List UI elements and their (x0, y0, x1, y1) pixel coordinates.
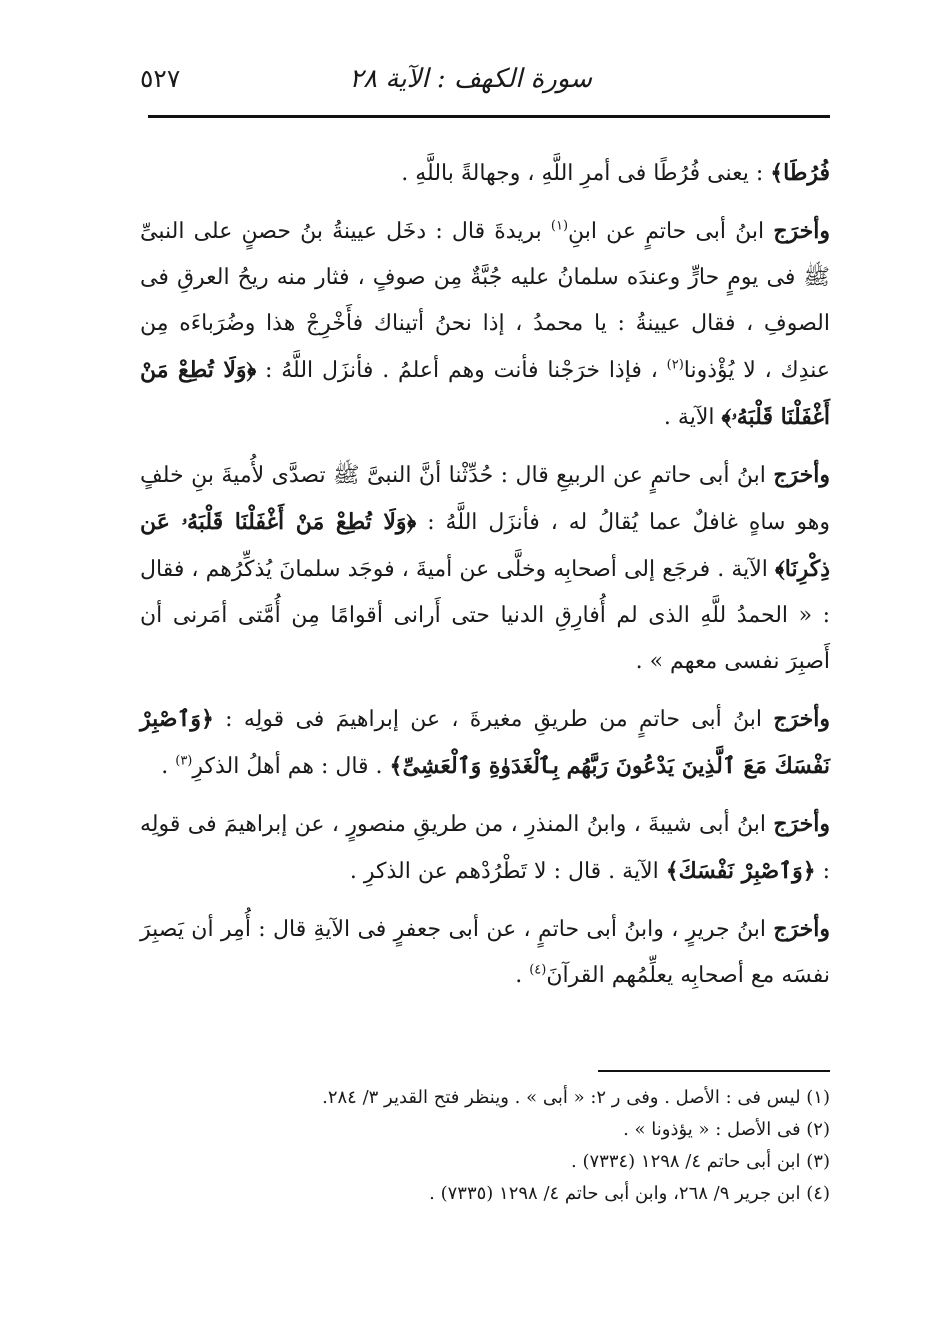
paragraph-text: : يعنى فُرُطًا فى أمرِ اللَّهِ ، وجهالةً باللَّهِ . (401, 161, 771, 186)
paragraph-text: الآية . فرجَع إلى أصحابِه وخلَّى عن أميةَ ، فوجَد سلمانَ يُذكِّرُهم ، فقال : « الحمدُ للَّهِ الذى لم أُفارِقِ الدنيا حتى أَرانى أقوامًا مِن أُمَّتى أمَرنى أن أَصبِرَ نفسى معهم » . (140, 557, 830, 674)
running-head (140, 58, 830, 110)
narration-lead: وأخرَج (773, 462, 830, 488)
running-title: سورة الكهف : الآية ٢٨ (349, 64, 592, 94)
paragraph-text: الآية . قال : لا تَطْرُدْهم عن الذكرِ . (349, 859, 666, 884)
paragraph-text: ابنُ جريرٍ ، وابنُ أبى حاتمٍ ، عن أبى جعفرٍ فى الآيةِ قال : أُمِر أن يَصبِرَ نفسَه مع أصحابِه يعلِّمُهم القرآنَ (140, 917, 830, 988)
footnote-reference: (٣) (175, 753, 193, 769)
paragraph (140, 906, 830, 999)
paragraph-text: . قال : هم أهلُ الذكرِ (192, 754, 390, 779)
narration-lead: وأخرَج (773, 218, 830, 244)
narration-lead: وأخرَج (773, 811, 830, 837)
footnote-3: (٣) ابن أبى حاتم ٤/ ١٢٩٨ (٧٣٣٤) . (571, 1151, 830, 1172)
footnote-2: (٢) فى الأصل : « يؤذونا » . (623, 1119, 830, 1140)
paragraph (140, 208, 830, 441)
body-text (140, 150, 830, 1010)
header-rule (148, 115, 830, 118)
book-page (140, 58, 830, 1204)
paragraph (140, 150, 830, 197)
paragraph-text: الآية . (663, 405, 722, 430)
paragraph (140, 452, 830, 685)
paragraph (140, 696, 830, 790)
footnote-reference: (٤) (529, 962, 547, 978)
quran-quote: ﴿وَلَا تُطِعْ مَنْ أَغْفَلْنَا قَلْبَهُۥ﴾ (140, 357, 830, 430)
paragraph-text: ابنُ أبى حاتمٍ من طريقِ مغيرةَ ، عن إبراهيمَ فى قولِه : (213, 707, 774, 732)
paragraph-text: . (515, 963, 530, 988)
narration-lead: وأخرَج (773, 706, 830, 732)
narration-lead: وأخرَج (773, 916, 830, 942)
footnote-1: (١) ليس فى : الأصل . وفى ر ٢: « أبى » . وينظر فتح القدير ٣/ ٢٨٤. (322, 1087, 830, 1108)
footnote-reference: (١) (550, 218, 569, 234)
paragraph-text: ، فإذا خرَجْنا فأنت وهم أعلمُ . فأنزَل اللَّهُ : (256, 358, 667, 383)
footnote-4: (٤) ابن جرير ٩/ ٢٦٨، وابن أبى حاتم ٤/ ١٢٩٨ (٧٣٣٥) . (429, 1183, 830, 1204)
paragraph-text: . (161, 754, 176, 779)
footnotes (140, 1082, 830, 1210)
quran-quote: ﴿وَٱصْبِرْ نَفْسَكَ﴾ (665, 858, 816, 884)
paragraph-text: بريدةَ قال : دخَل عيينةُ بنُ حصنٍ على النبىِّ ﷺ فى يومٍ حارٍّ وعندَه سلمانُ عليه جُبَّةٌ مِن صوفٍ ، فثار منه ريحُ العرقِ فى الصوفِ ، فقال عيينةُ : يا محمدُ ، إذا نحنُ أتيناك فأَخْرِجْ هذا وضُرَباءَه مِن عندِك ، لا يُؤْذونا (140, 219, 830, 383)
page-number: ٥٢٧ (140, 64, 181, 93)
paragraph (140, 801, 830, 895)
footnote-divider (598, 1070, 830, 1072)
paragraph-text: ابنُ أبى شيبةَ ، وابنُ المنذرِ ، من طريقِ منصورٍ ، عن إبراهيمَ فى قولِه : (140, 812, 830, 884)
quran-quote: فُرُطَا﴾ (770, 160, 830, 186)
paragraph-text: ابنُ أبى حاتمٍ عن الربيعِ قال : حُدِّثْنا أنَّ النبىَّ ﷺ تصدَّى لأُميةَ بنِ خلفٍ وهو ساهٍ غافلٌ عما يُقالُ له ، فأنزَل اللَّهُ : (140, 463, 830, 535)
quran-quote: ﴿وَٱصْبِرْ نَفْسَكَ مَعَ ٱلَّذِينَ يَدْعُونَ رَبَّهُم بِٱلْغَدَوٰةِ وَٱلْعَشِىِّ﴾ (140, 706, 830, 779)
quran-quote: ﴿وَلَا تُطِعْ مَنْ أَغْفَلْنَا قَلْبَهُۥ عَن ذِكْرِنَا﴾ (140, 509, 830, 582)
footnote-reference: (٢) (666, 357, 684, 373)
paragraph-text: ابنُ أبى حاتمٍ عن ابنِ (568, 219, 774, 244)
